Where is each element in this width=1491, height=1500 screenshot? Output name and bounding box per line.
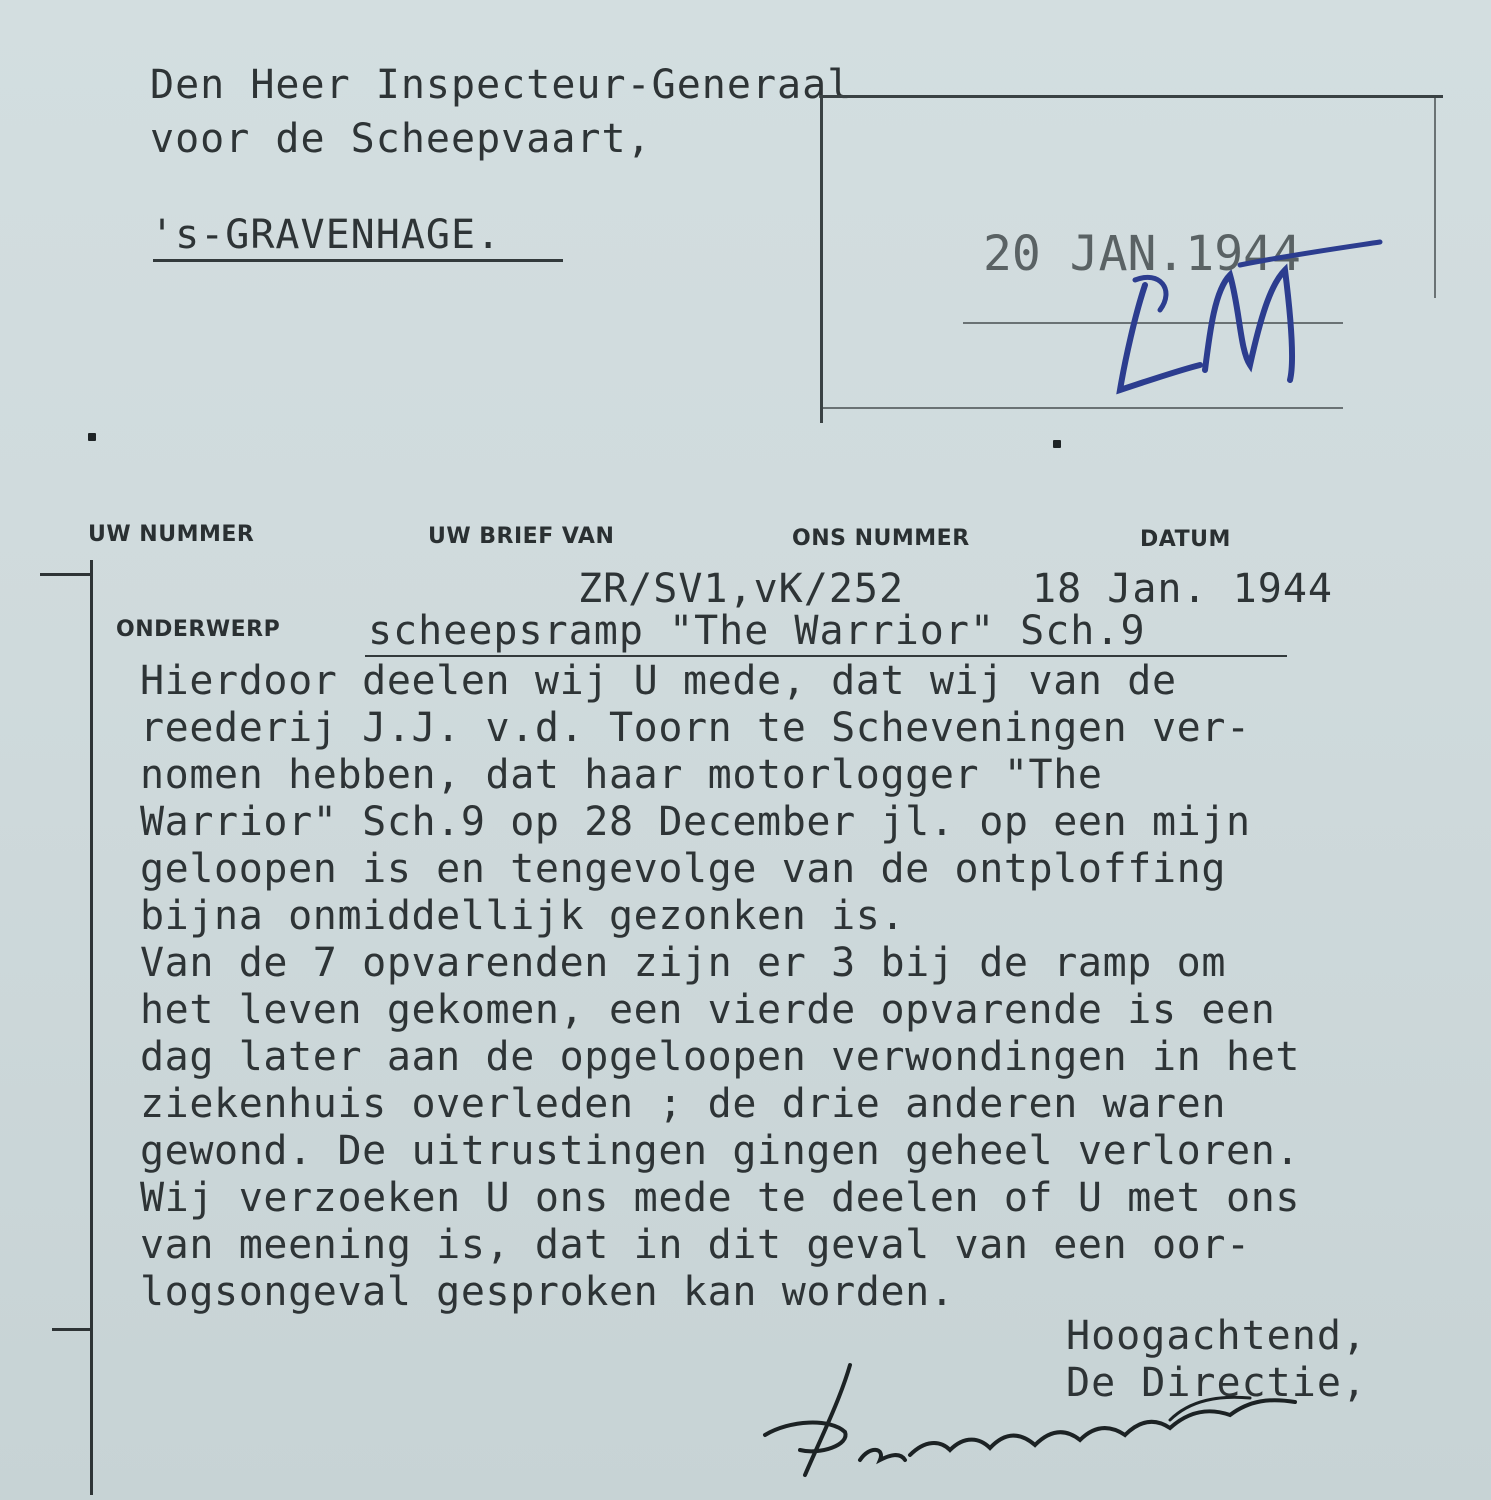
closing-greeting: Hoogachtend, [1066, 1313, 1367, 1359]
city-underline [153, 259, 563, 262]
header-onderwerp: ONDERWERP [116, 617, 281, 642]
ons-nummer-value: ZR/SV1,vK/252 [578, 566, 905, 612]
header-uw-nummer: UW NUMMER [88, 522, 255, 547]
handwritten-initials [1090, 230, 1390, 420]
body-line: bijna onmiddellijk gezonken is. [140, 893, 906, 939]
header-datum: DATUM [1140, 527, 1231, 552]
fold-mark-bottom [52, 1328, 92, 1331]
body-line: van meening is, dat in dit geval van een oor- [140, 1222, 1251, 1268]
body-line: dag later aan de opgeloopen verwondingen in het [140, 1034, 1301, 1080]
body-line: ziekenhuis overleden ; de drie anderen waren [140, 1081, 1227, 1127]
header-uw-brief-van: UW BRIEF VAN [428, 524, 615, 549]
signature [750, 1360, 1350, 1490]
header-ons-nummer: ONS NUMMER [792, 526, 970, 551]
margin-dot-right [1053, 440, 1061, 448]
stamp-date: 20 JAN.1944 [983, 226, 1301, 282]
body-line: nomen hebben, dat haar motorlogger "The [140, 752, 1103, 798]
body-line: Warrior" Sch.9 op 28 December jl. op een mijn [140, 799, 1251, 845]
address-line-1: Den Heer Inspecteur-Generaal [150, 62, 853, 108]
onderwerp-underline [365, 655, 1287, 657]
address-city: 's-GRAVENHAGE. [150, 212, 502, 258]
datum-value: 18 Jan. 1944 [1032, 566, 1333, 612]
margin-dot-left [88, 433, 96, 441]
onderwerp-value: scheepsramp "The Warrior" Sch.9 [368, 608, 1146, 654]
body-line: het leven gekomen, een vierde opvarende is een [140, 987, 1276, 1033]
body-line: geloopen is en tengevolge van de ontploffing [140, 846, 1227, 892]
body-line: gewond. De uitrustingen gingen geheel verloren. [140, 1128, 1301, 1174]
body-line: logsongeval gesproken kan worden. [140, 1269, 955, 1315]
body-line: reederij J.J. v.d. Toorn te Scheveningen ver- [140, 705, 1251, 751]
address-line-2: voor de Scheepvaart, [150, 116, 652, 162]
body-line: Hierdoor deelen wij U mede, dat wij van de [140, 658, 1177, 704]
fold-mark-top [40, 573, 92, 576]
body-line: Van de 7 opvarenden zijn er 3 bij de ramp om [140, 940, 1227, 986]
body-line: Wij verzoeken U ons mede te deelen of U met ons [140, 1175, 1301, 1221]
margin-rule [90, 560, 93, 1495]
closing-signatory: De Directie, [1066, 1360, 1367, 1406]
